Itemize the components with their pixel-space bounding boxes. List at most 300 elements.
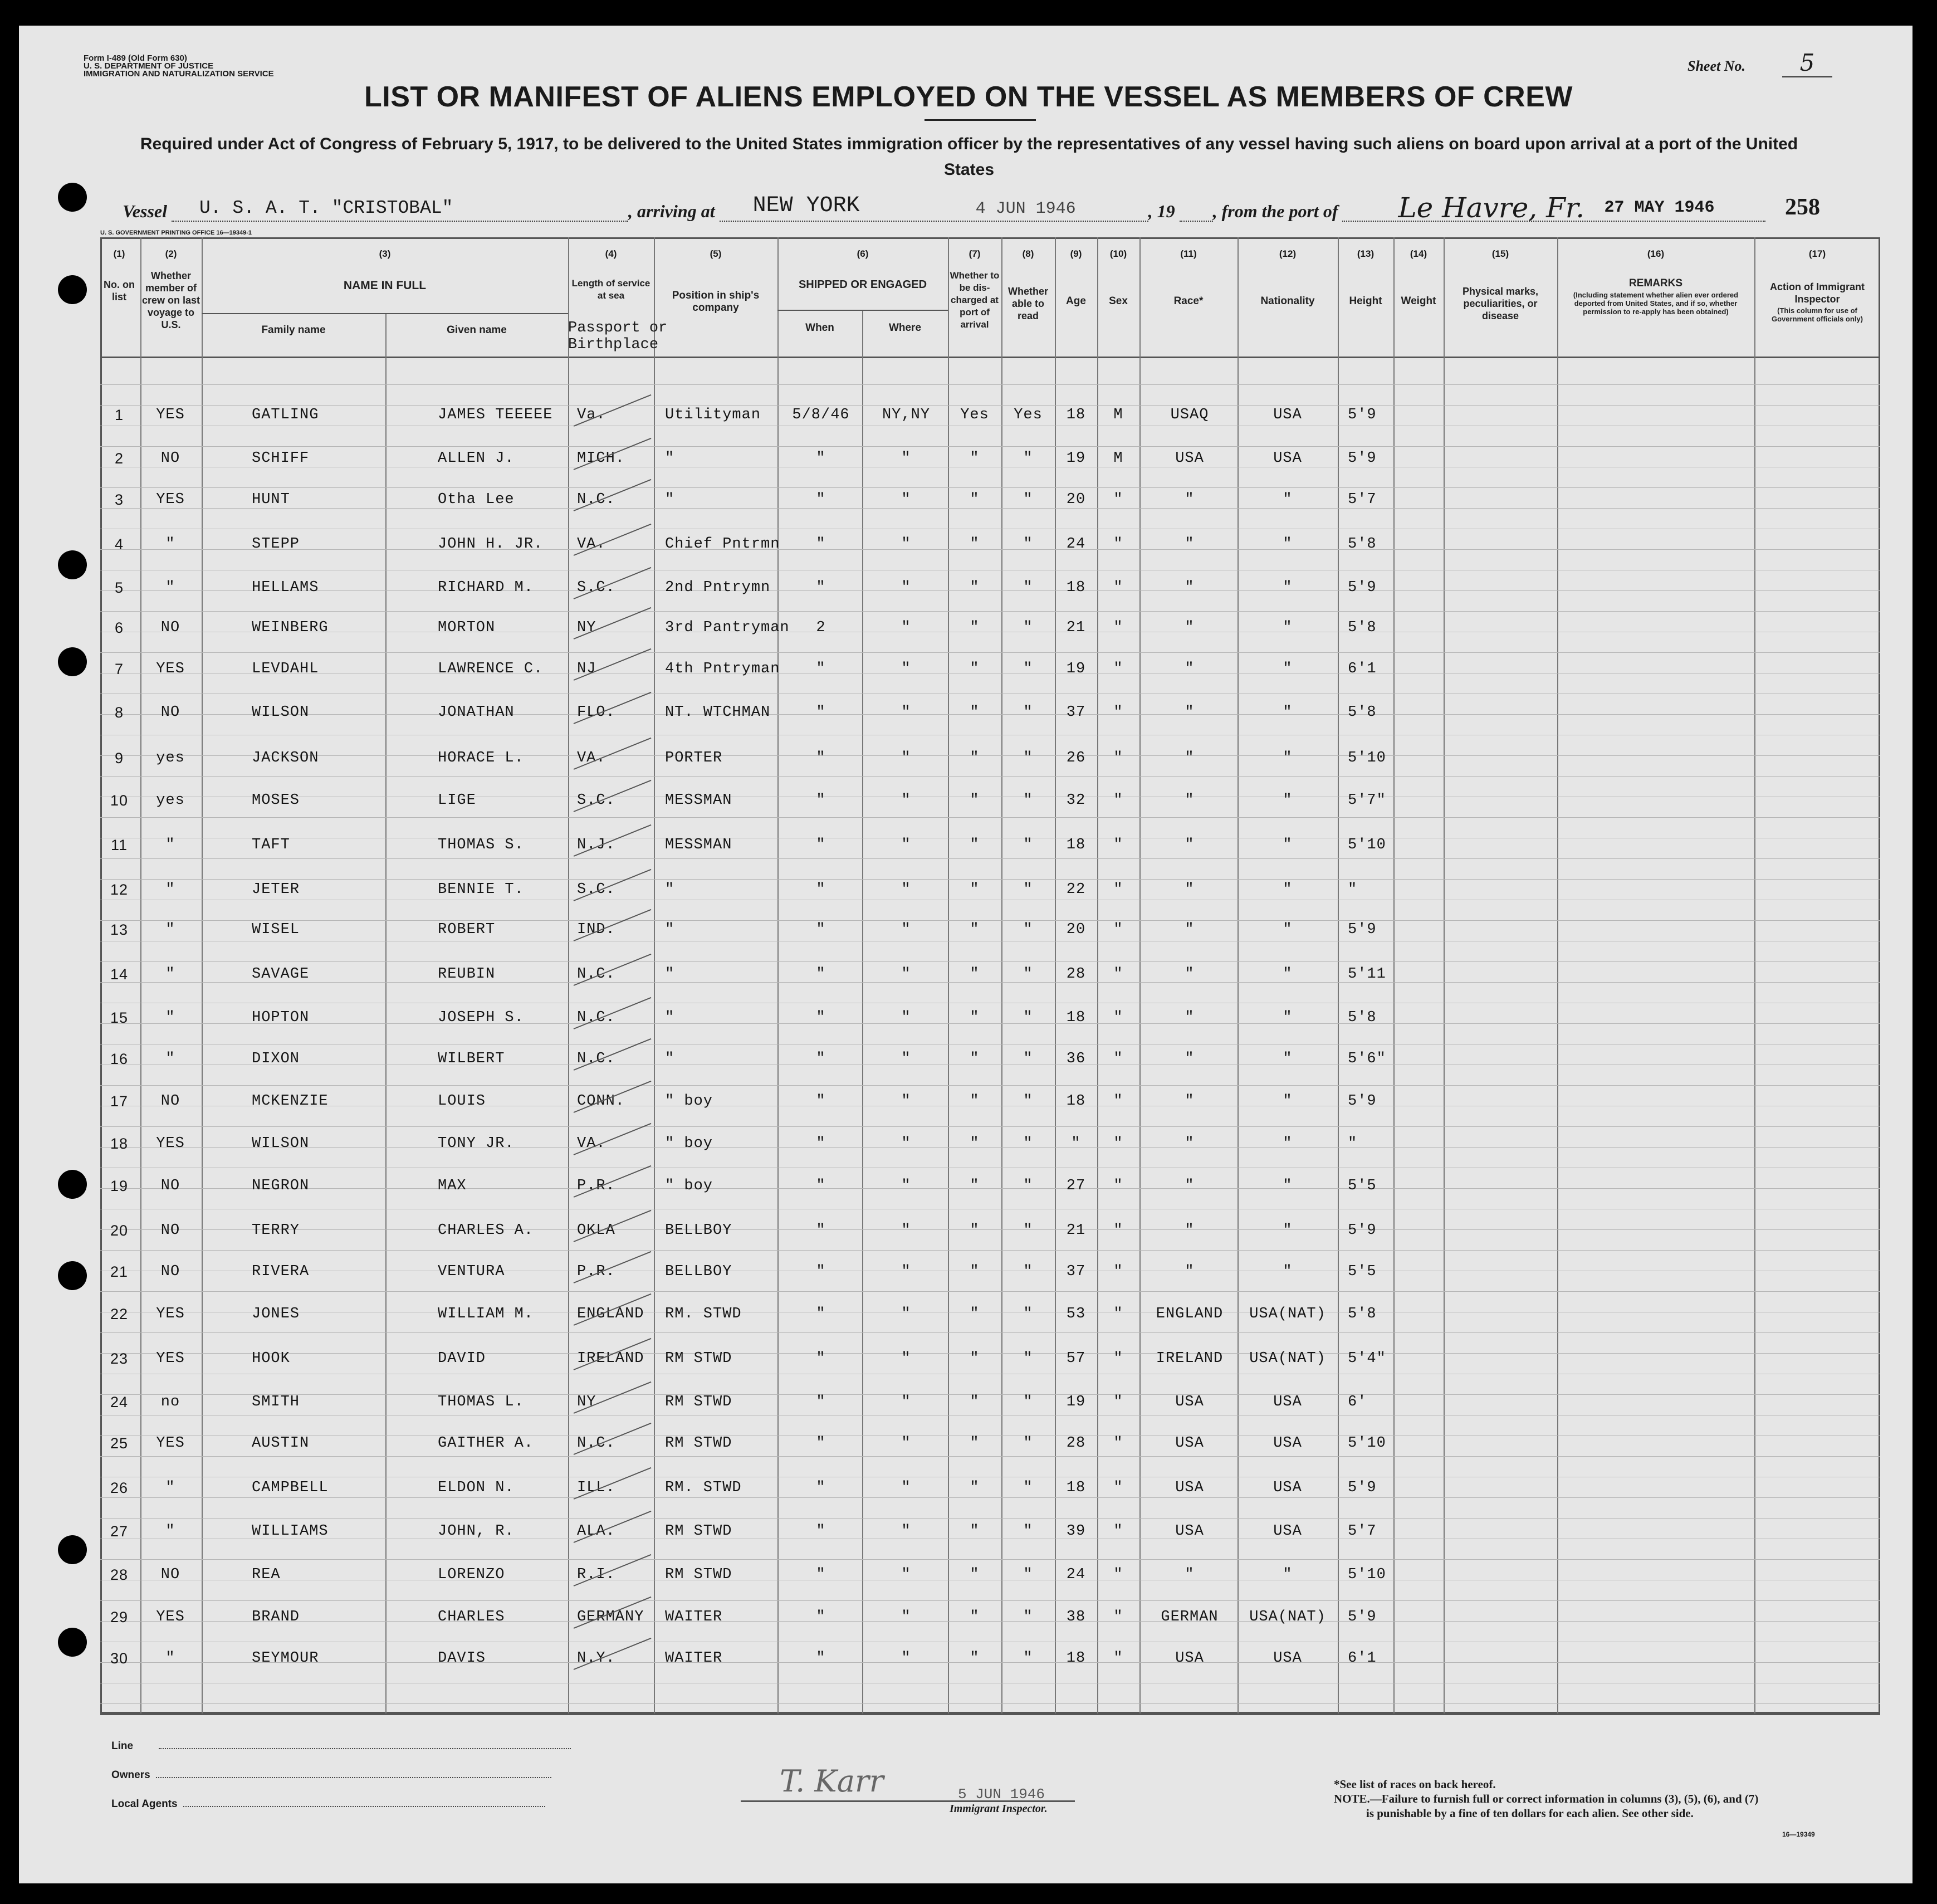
row-rule [100,776,1880,777]
departure-date-stamp: 27 MAY 1946 [1604,198,1715,217]
cell-position: Utilityman [665,407,761,423]
row-rule [100,652,1880,653]
cell-when: " [816,1609,826,1625]
statute-notice: Required under Act of Congress of February 5, 1917, to be delivered to the United States immigration officer by the representatives of any vessel having such aliens on board upon arrival at a port of the United States [140,135,1798,179]
cell-when: " [816,1650,826,1667]
cell-where: " [901,661,911,677]
cell-when: " [816,1222,826,1239]
cell-where: " [901,619,911,636]
cell-race: USA [1175,1394,1204,1410]
cell-sex: " [1113,966,1123,983]
cell-birth: S.C. [577,792,615,809]
cell-nat: USA [1273,1650,1302,1667]
cell-family: AUSTIN [252,1435,310,1452]
cell-where: " [901,921,911,938]
cell-where: " [901,1009,911,1026]
cell-when: " [816,1009,826,1026]
cell-age: 36 [1066,1051,1086,1067]
header-where: Where [888,322,922,334]
cell-no: 22 [110,1306,129,1322]
cell-position: WAITER [665,1609,723,1625]
header-name-in-full: NAME IN FULL [343,279,427,292]
header-length-of-service: Length of service at sea [571,278,650,301]
cell-given: DAVID [438,1350,486,1367]
cell-age: 28 [1066,1435,1086,1452]
cell-age: 32 [1066,792,1086,809]
cell-race: " [1185,1051,1195,1067]
cell-where: " [901,881,911,898]
cell-read: " [1023,1523,1033,1540]
cell-given: THOMAS S. [438,837,524,853]
cell-given: LORENZO [438,1566,505,1583]
binder-hole [58,647,87,676]
cell-birth: N.C. [577,1009,615,1026]
cell-race: " [1185,1009,1195,1026]
cell-race: " [1185,704,1195,721]
cell-family: LEVDAHL [252,661,319,677]
cell-nat: USA [1273,1523,1302,1540]
cell-birth: S.C. [577,881,615,898]
cell-where: " [901,1394,911,1410]
cell-race: USA [1175,450,1204,467]
cell-sex: " [1113,1093,1123,1110]
cell-height: 6'1 [1348,1650,1377,1667]
cell-birth: VA. [577,536,606,553]
cell-family: GATLING [252,407,319,423]
cell-nat: " [1283,1178,1293,1194]
cell-age: 18 [1066,1480,1086,1496]
cell-birth: ILL. [577,1480,615,1496]
cell-height: " [1348,1135,1358,1152]
cell-height: 5'8 [1348,1009,1377,1026]
cell-discharge: " [970,1350,980,1367]
cell-discharge: " [970,1051,980,1067]
cell-nat: " [1283,792,1293,809]
cell-discharge: " [970,491,980,508]
cell-race: USAQ [1170,407,1209,423]
cell-given: THOMAS L. [438,1394,524,1410]
cell-race: " [1185,792,1195,809]
cell-where: " [901,1093,911,1110]
cell-where: " [901,536,911,553]
cell-discharge: " [970,792,980,809]
header-remarks: REMARKS [1628,277,1683,289]
col-num: (8) [1022,248,1034,259]
col-num: (7) [968,248,981,259]
cell-position: BELLBOY [665,1222,732,1239]
cell-no: 6 [114,619,124,636]
cell-no: 11 [110,837,128,853]
cell-race: " [1185,750,1195,767]
name-subrule [202,313,568,314]
cell-age: 19 [1066,450,1086,467]
cell-voyage: " [165,1523,175,1540]
sheet-label: Sheet No. [1687,58,1745,74]
cell-age: 37 [1066,1263,1086,1280]
cell-read: " [1023,837,1033,853]
cell-read: " [1023,1306,1033,1322]
cell-family: TAFT [252,837,290,853]
cell-age: 18 [1066,1650,1086,1667]
line-field [111,1740,571,1752]
cell-discharge: " [970,1263,980,1280]
header-weight: Weight [1401,295,1436,307]
cell-sex: " [1113,1135,1123,1152]
cell-sex: " [1113,1609,1123,1625]
cell-voyage: " [165,1650,175,1667]
cell-voyage: " [165,536,175,553]
row-rule [100,611,1880,612]
cell-nat: " [1283,1051,1293,1067]
cell-birth: S.C. [577,579,615,596]
cell-given: JOHN, R. [438,1523,515,1540]
cell-position: " [665,921,675,938]
cell-no: 2 [114,450,124,467]
cell-position: NT. WTCHMAN [665,704,771,721]
signature-date-stamp: 5 JUN 1946 [958,1786,1045,1803]
cell-read: " [1023,491,1033,508]
row-rule [100,1250,1880,1251]
cell-position: WAITER [665,1650,723,1667]
footnote-penalty-cont: is punishable by a fine of ten dollars for each alien. See other side. [1366,1807,1694,1820]
cell-age: 28 [1066,966,1086,983]
cell-read: " [1023,750,1033,767]
year-field [1180,198,1213,222]
cell-age: 18 [1066,1009,1086,1026]
owners-label: Owners [111,1769,150,1781]
cell-given: BENNIE T. [438,881,524,898]
col-num: (16) [1647,248,1665,259]
cell-height: 5'11 [1348,966,1386,983]
table-bottom-rule [100,1713,1880,1715]
col-num: (14) [1410,248,1427,259]
cell-where: " [901,792,911,809]
col-num: (13) [1357,248,1375,259]
cell-given: LOUIS [438,1093,486,1110]
header-height: Height [1349,295,1382,307]
cell-family: WILLIAMS [252,1523,329,1540]
cell-family: HOPTON [252,1009,310,1026]
cell-sex: " [1113,661,1123,677]
cell-where: " [901,750,911,767]
cell-when: " [816,1178,826,1194]
cell-voyage: NO [160,1263,180,1280]
cell-nat: " [1283,704,1293,721]
cell-sex: " [1113,750,1123,767]
cell-sex: " [1113,1222,1123,1239]
cell-age: 24 [1066,1566,1086,1583]
cell-given: DAVIS [438,1650,486,1667]
cell-age: 18 [1066,407,1086,423]
cell-race: " [1185,921,1195,938]
shipped-subrule [777,310,948,311]
cell-family: NEGRON [252,1178,310,1194]
inspector-signature: T. Karr [780,1764,884,1799]
cell-read: " [1023,1178,1033,1194]
header-action-sub: (This column for use of Government officials only) [1772,306,1863,323]
cell-no: 15 [110,1009,129,1026]
cell-birth: N.C. [577,1051,615,1067]
vessel-name: U. S. A. T. "CRISTOBAL" [199,198,453,218]
cell-where: " [901,1222,911,1239]
cell-no: 3 [114,491,124,508]
cell-where: " [901,1566,911,1583]
cell-race: ENGLAND [1156,1306,1224,1322]
cell-race: " [1185,881,1195,898]
cell-position: 4th Pntryman [665,661,780,677]
row-rule [100,879,1880,880]
signature-line [741,1800,1075,1802]
binder-hole [58,1628,87,1657]
col-num: (6) [857,248,869,259]
cell-position: 3rd Pantryman [665,619,790,636]
cell-discharge: " [970,1093,980,1110]
col-num: (9) [1070,248,1082,259]
cell-where: " [901,966,911,983]
cell-height: 5'5 [1348,1178,1377,1194]
binder-hole [58,1261,87,1290]
cell-voyage: YES [156,1135,185,1152]
row-rule [100,858,1880,859]
cell-voyage: " [165,1480,175,1496]
cell-when: " [816,1350,826,1367]
cell-family: STEPP [252,536,300,553]
column-rule [1139,237,1141,1713]
cell-birth: N.Y. [577,1650,615,1667]
col-num: (3) [379,248,391,259]
cell-voyage: YES [156,491,185,508]
cell-voyage: NO [160,1093,180,1110]
cell-read: " [1023,1566,1033,1583]
cell-when: " [816,792,826,809]
cell-given: CHARLES A. [438,1222,534,1239]
row-rule [100,920,1880,921]
cell-discharge: " [970,450,980,467]
cell-where: " [901,1263,911,1280]
cell-birth: NY [577,1394,596,1410]
cell-no: 24 [110,1394,129,1410]
cell-read: Yes [1014,407,1043,423]
cell-voyage: yes [156,750,185,767]
footnote-penalty: NOTE.—Failure to furnish full or correct information in columns (3), (5), (6), and (7) [1334,1792,1759,1805]
row-rule [100,1291,1880,1292]
cell-age: 20 [1066,921,1086,938]
cell-voyage: YES [156,1609,185,1625]
cell-given: Otha Lee [438,491,515,508]
cell-position: RM STWD [665,1435,732,1452]
cell-when: " [816,491,826,508]
cell-height: 5'9 [1348,450,1377,467]
arriving-port: NEW YORK [752,193,860,218]
header-shipped-engaged: SHIPPED OR ENGAGED [798,279,927,291]
cell-voyage: " [165,1051,175,1067]
cell-read: " [1023,921,1033,938]
cell-position: MESSMAN [665,837,732,853]
column-rule [140,237,141,1713]
cell-birth: IND. [577,921,615,938]
column-rule [862,310,863,1713]
cell-sex: " [1113,1263,1123,1280]
col-num: (11) [1180,248,1197,259]
cell-height: 5'10 [1348,1435,1386,1452]
cell-sex: " [1113,1480,1123,1496]
cell-birth: P.R. [577,1178,615,1194]
cell-family: WEINBERG [252,619,329,636]
form-number: Form I-489 (Old Form 630) [84,53,187,63]
column-rule [1393,237,1395,1713]
col-num: (5) [710,248,722,259]
cell-nat: USA [1273,450,1302,467]
cell-position: RM STWD [665,1566,732,1583]
cell-family: SEYMOUR [252,1650,319,1667]
cell-given: JOSEPH S. [438,1009,524,1026]
header-family-name: Family name [261,324,326,336]
cell-sex: " [1113,1523,1123,1540]
arriving-label: , arriving at [628,201,715,221]
cell-family: HUNT [252,491,290,508]
from-port: Le Havre, Fr. [1398,192,1585,224]
cell-no: 8 [114,704,124,721]
cell-race: " [1185,1178,1195,1194]
cell-discharge: " [970,1306,980,1322]
cell-sex: " [1113,1009,1123,1026]
cell-given: LIGE [438,792,476,809]
cell-position: " [665,966,675,983]
cell-sex: " [1113,491,1123,508]
cell-position: " [665,1051,675,1067]
cell-age: 22 [1066,881,1086,898]
cell-age: " [1071,1135,1081,1152]
cell-height: 5'8 [1348,536,1377,553]
cell-birth: MICH. [577,450,625,467]
cell-read: " [1023,1435,1033,1452]
cell-discharge: " [970,579,980,596]
cell-when: " [816,1394,826,1410]
cell-birth: NJ [577,661,596,677]
cell-read: " [1023,619,1033,636]
cell-birth: GERMANY [577,1609,644,1625]
cell-sex: " [1113,1306,1123,1322]
cell-given: JAMES TEEEEE [438,407,553,423]
cell-family: WILSON [252,1135,310,1152]
cell-voyage: " [165,1009,175,1026]
row-rule [100,1703,1880,1704]
header-able-to-read: Whether able to read [1008,286,1048,321]
cell-age: 26 [1066,750,1086,767]
cell-read: " [1023,450,1033,467]
cell-birth: NY [577,619,596,636]
cell-where: " [901,837,911,853]
cell-race: USA [1175,1650,1204,1667]
binder-hole [58,275,87,304]
cell-read: " [1023,1009,1033,1026]
agents-field [111,1798,545,1810]
cell-nat: USA [1273,407,1302,423]
cell-voyage: NO [160,619,180,636]
cell-nat: USA(NAT) [1249,1306,1326,1322]
footnote [1334,1777,1758,1820]
cell-sex: " [1113,1650,1123,1667]
cell-race: " [1185,491,1195,508]
cell-no: 27 [110,1523,129,1540]
binder-hole [58,550,87,579]
cell-given: JOHN H. JR. [438,536,544,553]
cell-birth: VA. [577,1135,606,1152]
cell-discharge: " [970,704,980,721]
cell-given: GAITHER A. [438,1435,534,1452]
cell-race: " [1185,837,1195,853]
column-rule [1444,237,1445,1713]
cell-voyage: YES [156,1435,185,1452]
cell-position: " boy [665,1135,713,1152]
cell-voyage: YES [156,407,185,423]
cell-position: RM STWD [665,1350,732,1367]
title-rule [925,119,1036,121]
cell-nat: " [1283,619,1293,636]
cell-voyage: NO [160,1178,180,1194]
cell-family: BRAND [252,1609,300,1625]
agents-label: Local Agents [111,1798,178,1810]
agents-dots [183,1806,545,1807]
cell-birth: OKLA [577,1222,615,1239]
cell-nat: " [1283,1093,1293,1110]
cell-family: REA [252,1566,281,1583]
binder-hole [58,183,87,212]
row-rule [100,817,1880,818]
cell-family: HOOK [252,1350,290,1367]
cell-nat: USA(NAT) [1249,1609,1326,1625]
cell-when: " [816,1566,826,1583]
col-num: (4) [605,248,617,259]
cell-when: " [816,450,826,467]
cell-no: 14 [110,966,129,983]
cell-discharge: " [970,619,980,636]
row-rule [100,1085,1880,1086]
row-rule [100,1600,1880,1601]
cell-discharge: " [970,881,980,898]
department: U. S. DEPARTMENT OF JUSTICE [84,61,214,71]
cell-family: MOSES [252,792,300,809]
cell-read: " [1023,1394,1033,1410]
cell-age: 18 [1066,1093,1086,1110]
cell-given: MORTON [438,619,496,636]
cell-height: 5'8 [1348,1306,1377,1322]
cell-read: " [1023,704,1033,721]
cell-sex: " [1113,1394,1123,1410]
cell-family: TERRY [252,1222,300,1239]
cell-family: WISEL [252,921,300,938]
owners-dots [156,1777,551,1778]
cell-where: " [901,1306,911,1322]
header-physical-marks: Physical marks, peculiarities, or disease [1462,286,1539,321]
cell-family: CAMPBELL [252,1480,329,1496]
cell-when: " [816,1093,826,1110]
col-num: (12) [1279,248,1297,259]
cell-where: " [901,579,911,596]
cell-voyage: NO [160,1566,180,1583]
cell-discharge: " [970,1135,980,1152]
cell-birth: VA. [577,750,606,767]
cell-given: HORACE L. [438,750,524,767]
cell-position: " [665,491,675,508]
cell-sex: M [1113,407,1123,423]
cell-voyage: " [165,837,175,853]
cell-voyage: " [165,579,175,596]
cell-no: 29 [110,1609,129,1625]
cell-given: ROBERT [438,921,496,938]
from-port-field [1342,192,1765,224]
cell-nat: " [1283,579,1293,596]
